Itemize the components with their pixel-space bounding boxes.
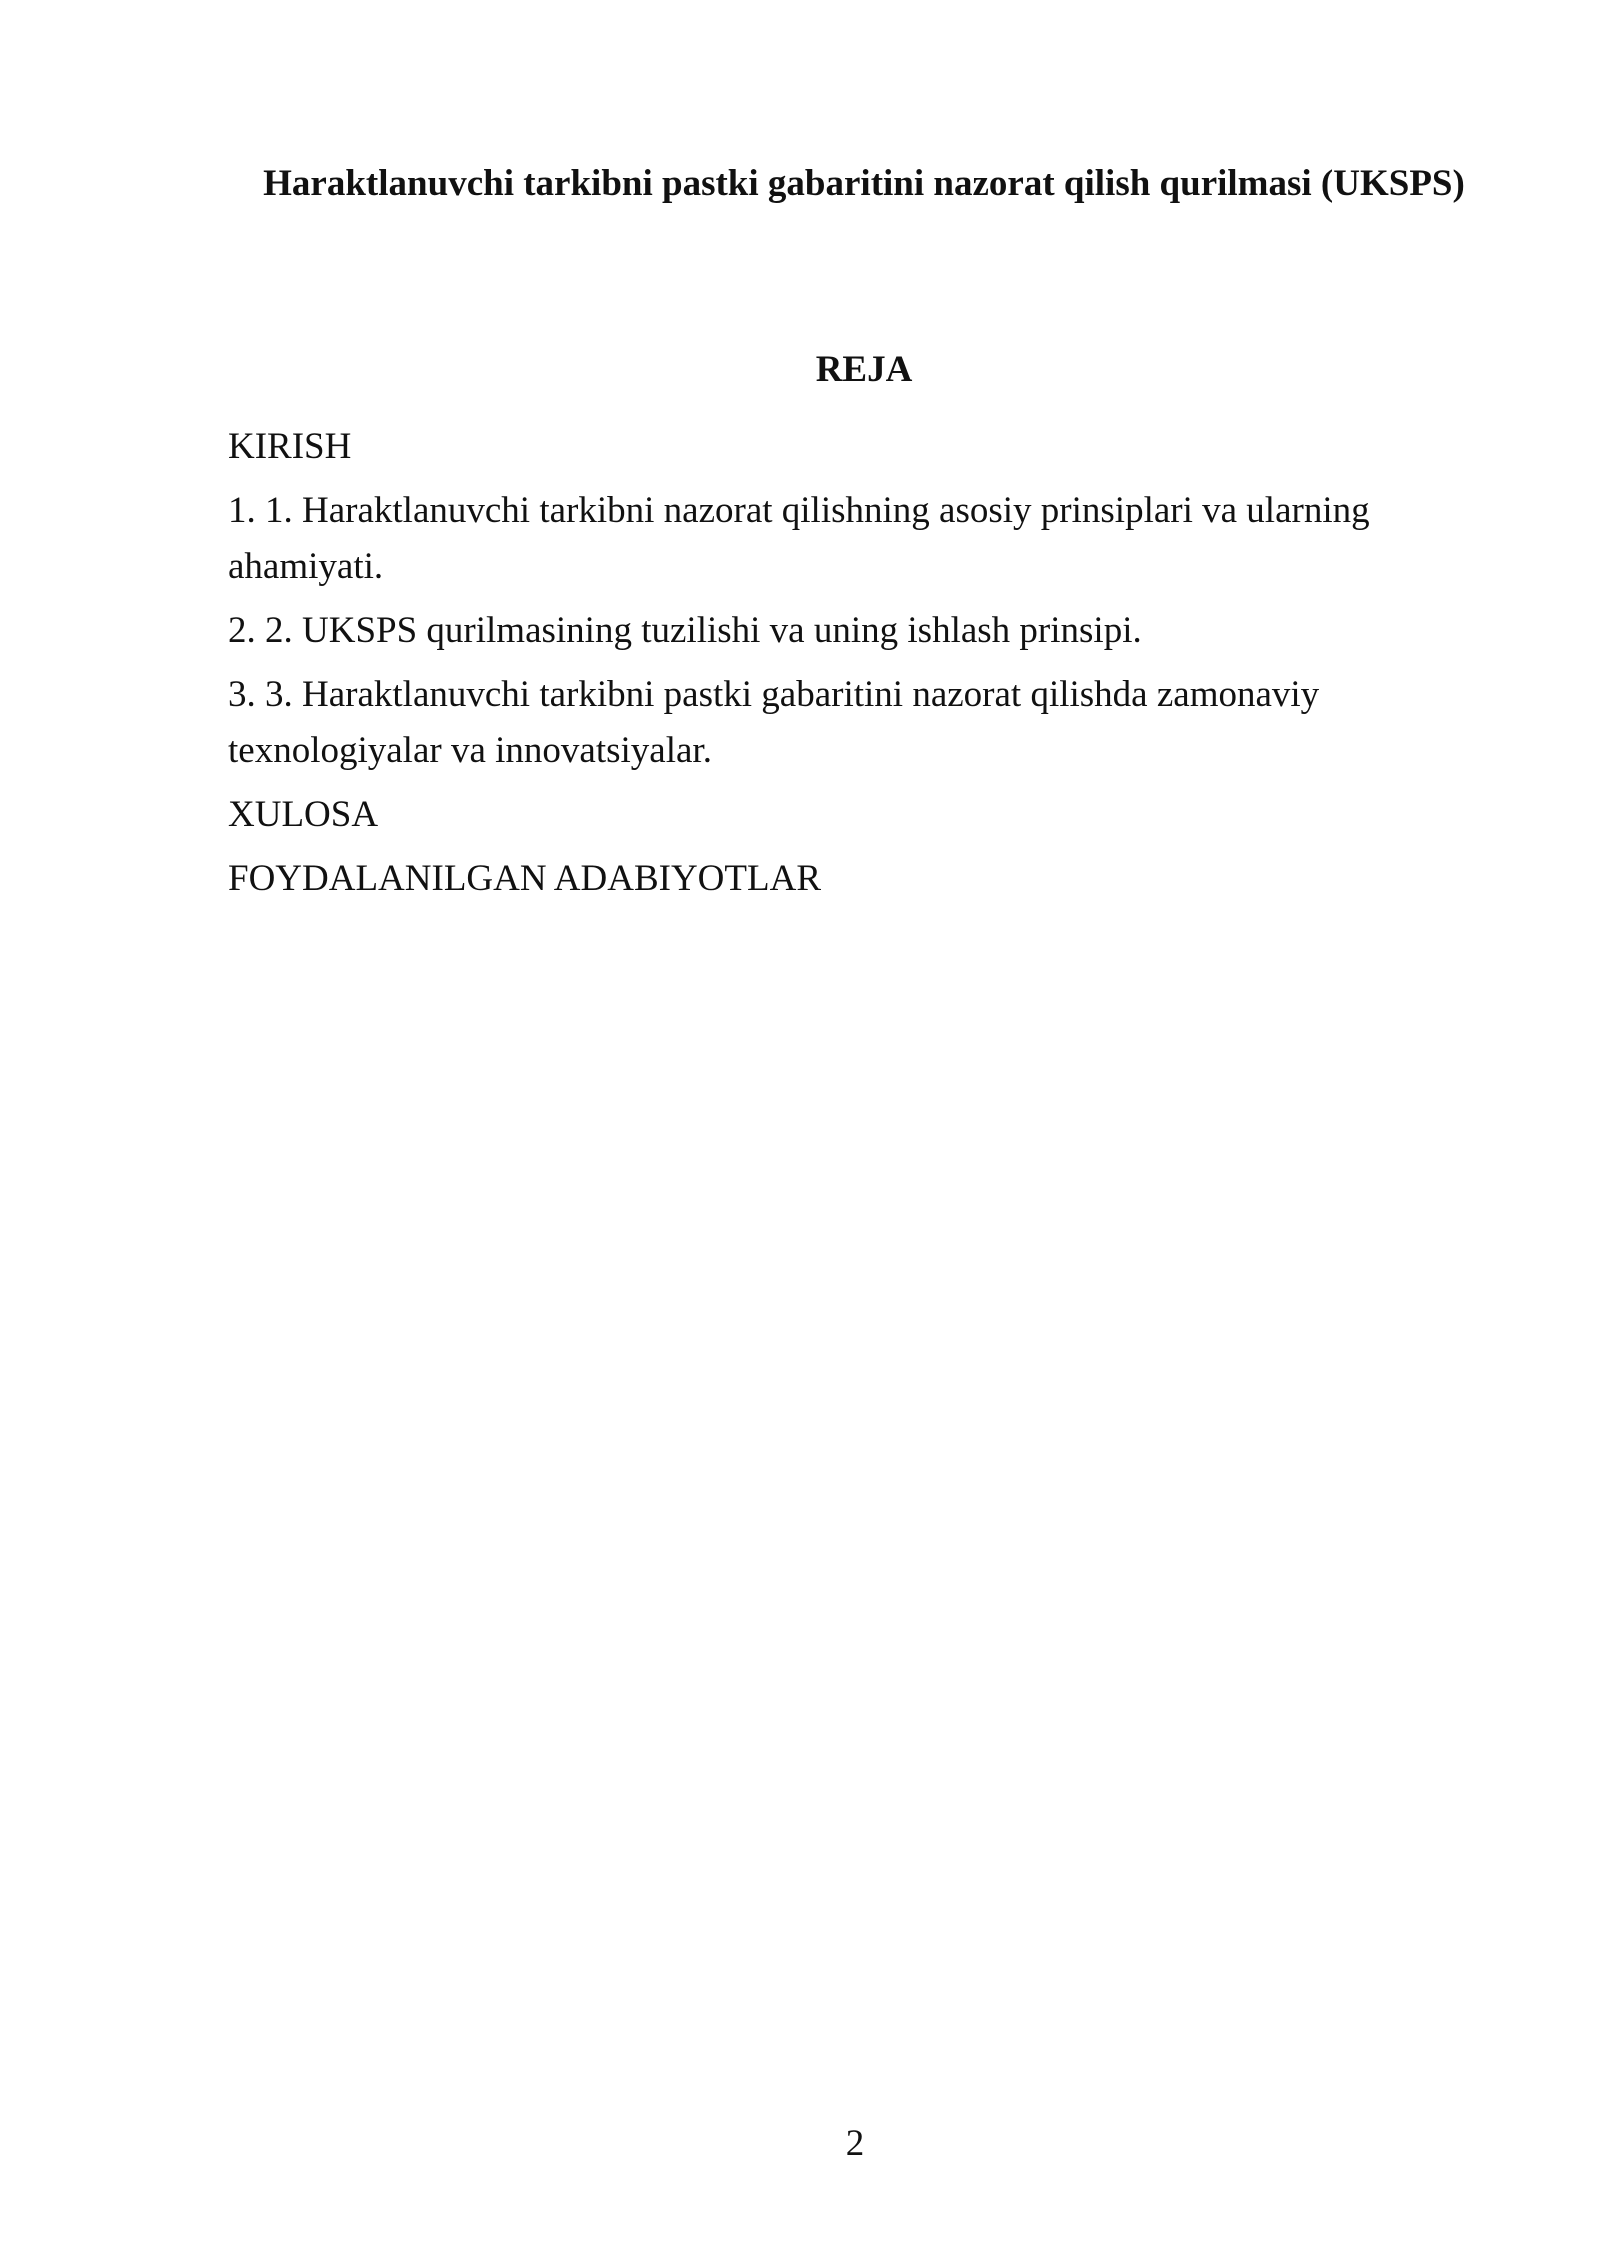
- plan-item-conclusion: XULOSA: [228, 794, 379, 835]
- plan-item-3: 3. 3. Haraktlanuvchi tarkibni pastki gabaritini nazorat qilishda zamonaviy texnologiyalar va innovatsiyalar.: [228, 674, 1320, 771]
- plan-item-2: 2. 2. UKSPS qurilmasining tuzilishi va uning ishlash prinsipi.: [228, 610, 1142, 651]
- plan-item-1: 1. 1. Haraktlanuvchi tarkibni nazorat qilishning asosiy prinsiplari va ularning ahamiyati.: [228, 490, 1370, 587]
- plan-list: [228, 419, 1428, 915]
- plan-heading: REJA: [815, 349, 913, 390]
- page-number: 2: [845, 2123, 865, 2164]
- plan-item-introduction: KIRISH: [228, 426, 352, 467]
- plan-item-references: FOYDALANILGAN ADABIYOTLAR: [228, 858, 821, 899]
- document-title: Haraktlanuvchi tarkibni pastki gabaritini nazorat qilish qurilmasi (UKSPS): [263, 163, 1465, 204]
